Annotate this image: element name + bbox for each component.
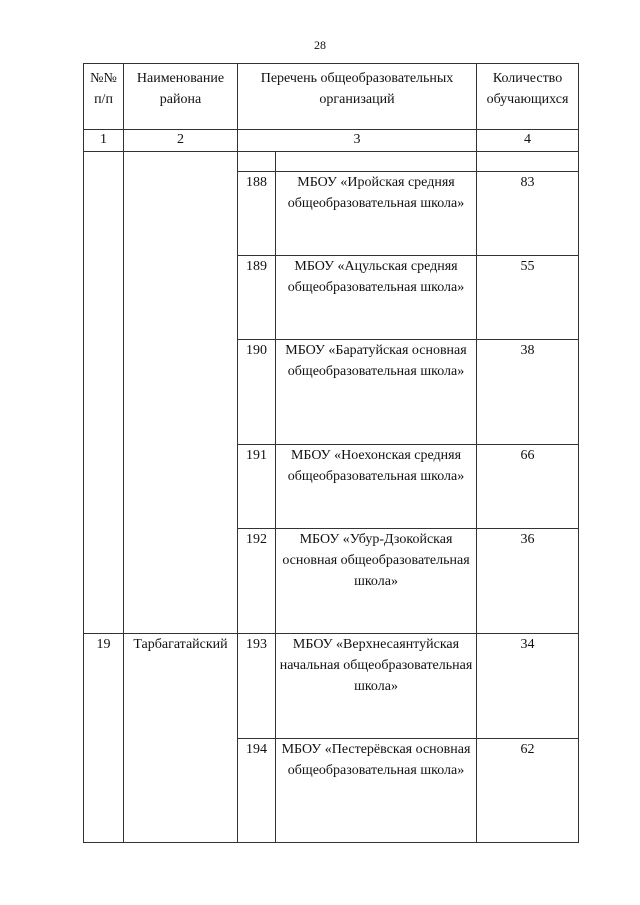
page-number: 28 [314, 38, 326, 52]
table-row [84, 445, 579, 529]
org-number: 193 [238, 634, 276, 739]
schools-table [83, 63, 579, 843]
org-name: МБОУ «Баратуйская основная общеобразовательная школа» [276, 340, 477, 445]
org-name: МБОУ «Пестерёвская основная общеобразовательная школа» [276, 739, 477, 843]
student-count: 38 [477, 340, 579, 445]
student-count: 83 [477, 172, 579, 256]
column-number-row [84, 130, 579, 152]
header-organizations: Перечень общеобразовательных организаций [238, 64, 477, 130]
column-number: 2 [124, 130, 238, 152]
org-number: 191 [238, 445, 276, 529]
column-number: 4 [477, 130, 579, 152]
org-number: 190 [238, 340, 276, 445]
org-name: МБОУ «Верхнесаянтуйская начальная общеобразовательная школа» [276, 634, 477, 739]
org-name: МБОУ «Убур-Дзокойская основная общеобразовательная школа» [276, 529, 477, 634]
district-name: Тарбагатайский [124, 634, 238, 843]
table-row [84, 256, 579, 340]
student-count: 36 [477, 529, 579, 634]
table-row [84, 529, 579, 634]
student-count: 66 [477, 445, 579, 529]
column-number: 3 [238, 130, 477, 152]
org-name: МБОУ «Ацульская средняя общеобразовательная школа» [276, 256, 477, 340]
table-row [84, 340, 579, 445]
district-number: 19 [84, 634, 124, 843]
header-row [84, 64, 579, 130]
table-row [84, 172, 579, 256]
org-number: 188 [238, 172, 276, 256]
header-district: Наименование района [124, 64, 238, 130]
org-name: МБОУ «Ноехонская средняя общеобразовательная школа» [276, 445, 477, 529]
header-students: Количество обучающихся [477, 64, 579, 130]
student-count: 62 [477, 739, 579, 843]
table-row [84, 634, 579, 739]
student-count: 55 [477, 256, 579, 340]
org-number: 192 [238, 529, 276, 634]
org-number: 189 [238, 256, 276, 340]
header-number: №№ п/п [84, 64, 124, 130]
student-count: 34 [477, 634, 579, 739]
table-row [84, 152, 579, 172]
org-name: МБОУ «Иройская средняя общеобразовательная школа» [276, 172, 477, 256]
column-number: 1 [84, 130, 124, 152]
org-number: 194 [238, 739, 276, 843]
